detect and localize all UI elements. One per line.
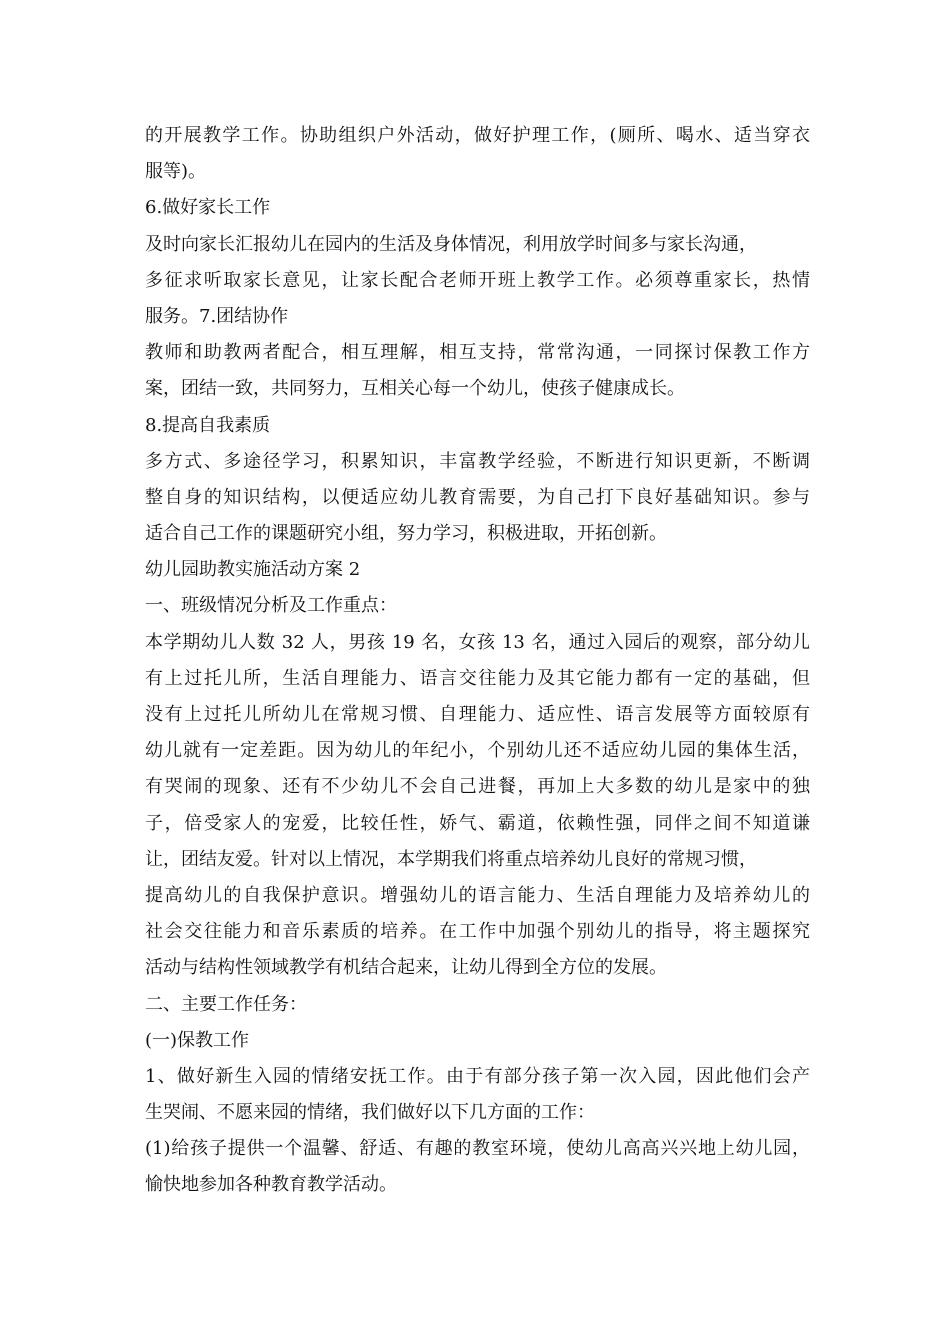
text-line: 教师和助教两者配合，相互理解，相互支持，常常沟通，一同探讨保教工作方 <box>145 342 810 364</box>
text-line: 多方式、多途径学习，积累知识，丰富教学经验，不断进行知识更新，不断调 <box>145 450 810 472</box>
text-line: 1、做好新生入园的情绪安抚工作。由于有部分孩子第一次入园，因此他们会产 <box>145 1065 810 1087</box>
text-line: 一、班级情况分析及工作重点： <box>145 595 397 617</box>
text-line: 愉快地参加各种教育教学活动。 <box>145 1174 397 1196</box>
text-line: 活动与结构性领域教学有机结合起来，让幼儿得到全方位的发展。 <box>145 957 667 979</box>
text-line: 整自身的知识结构，以便适应幼儿教育需要，为自己打下良好基础知识。参与 <box>145 486 810 508</box>
text-line: 服务。7.团结协作 <box>145 305 289 327</box>
text-line: 提高幼儿的自我保护意识。增强幼儿的语言能力、生活自理能力及培养幼儿的 <box>145 884 810 906</box>
text-line: 社会交往能力和音乐素质的培养。在工作中加强个别幼儿的指导，将主题探究 <box>145 921 810 943</box>
text-line: 多征求听取家长意见，让家长配合老师开班上教学工作。必须尊重家长，热情 <box>145 269 810 291</box>
text-line: 及时向家长汇报幼儿在园内的生活及身体情况，利用放学时间多与家长沟通， <box>145 233 757 255</box>
text-line: 有哭闹的现象、还有不少幼儿不会自己进餐，再加上大多数的幼儿是家中的独 <box>145 776 810 798</box>
text-line: 子，倍受家人的宠爱，比较任性，娇气、霸道，依赖性强，同伴之间不知道谦 <box>145 812 810 834</box>
text-line: 有上过托儿所，生活自理能力、语言交往能力及其它能力都有一定的基础，但 <box>145 667 810 689</box>
text-line: (1)给孩子提供一个温馨、舒适、有趣的教室环境，使幼儿高高兴兴地上幼儿园， <box>145 1138 810 1160</box>
text-line: 8.提高自我素质 <box>145 414 271 436</box>
text-line: (一)保教工作 <box>145 1029 250 1051</box>
text-line: 幼儿园助教实施活动方案 2 <box>145 559 361 581</box>
text-line: 服等)。 <box>145 161 207 183</box>
text-line: 生哭闹、不愿来园的情绪，我们做好以下几方面的工作： <box>145 1102 595 1124</box>
text-line: 幼儿就有一定差距。因为幼儿的年纪小，个别幼儿还不适应幼儿园的集体生活， <box>145 740 810 762</box>
text-line: 没有上过托儿所幼儿在常规习惯、自理能力、适应性、语言发展等方面较原有 <box>145 704 810 725</box>
document-body <box>145 118 810 1204</box>
text-line: 适合自己工作的课题研究小组，努力学习，积极进取，开拓创新。 <box>145 523 667 545</box>
text-line: 的开展教学工作。协助组织户外活动，做好护理工作，(厕所、喝水、适当穿衣 <box>145 125 810 146</box>
text-line: 让，团结友爱。针对以上情况，本学期我们将重点培养幼儿良好的常规习惯， <box>145 848 757 870</box>
text-line: 6.做好家长工作 <box>145 197 271 219</box>
text-line: 本学期幼儿人数 32 人，男孩 19 名，女孩 13 名，通过入园后的观察，部分幼儿 <box>145 631 810 653</box>
text-line: 二、主要工作任务： <box>145 993 307 1015</box>
text-line: 案，团结一致，共同努力，互相关心每一个幼儿，使孩子健康成长。 <box>145 378 685 400</box>
